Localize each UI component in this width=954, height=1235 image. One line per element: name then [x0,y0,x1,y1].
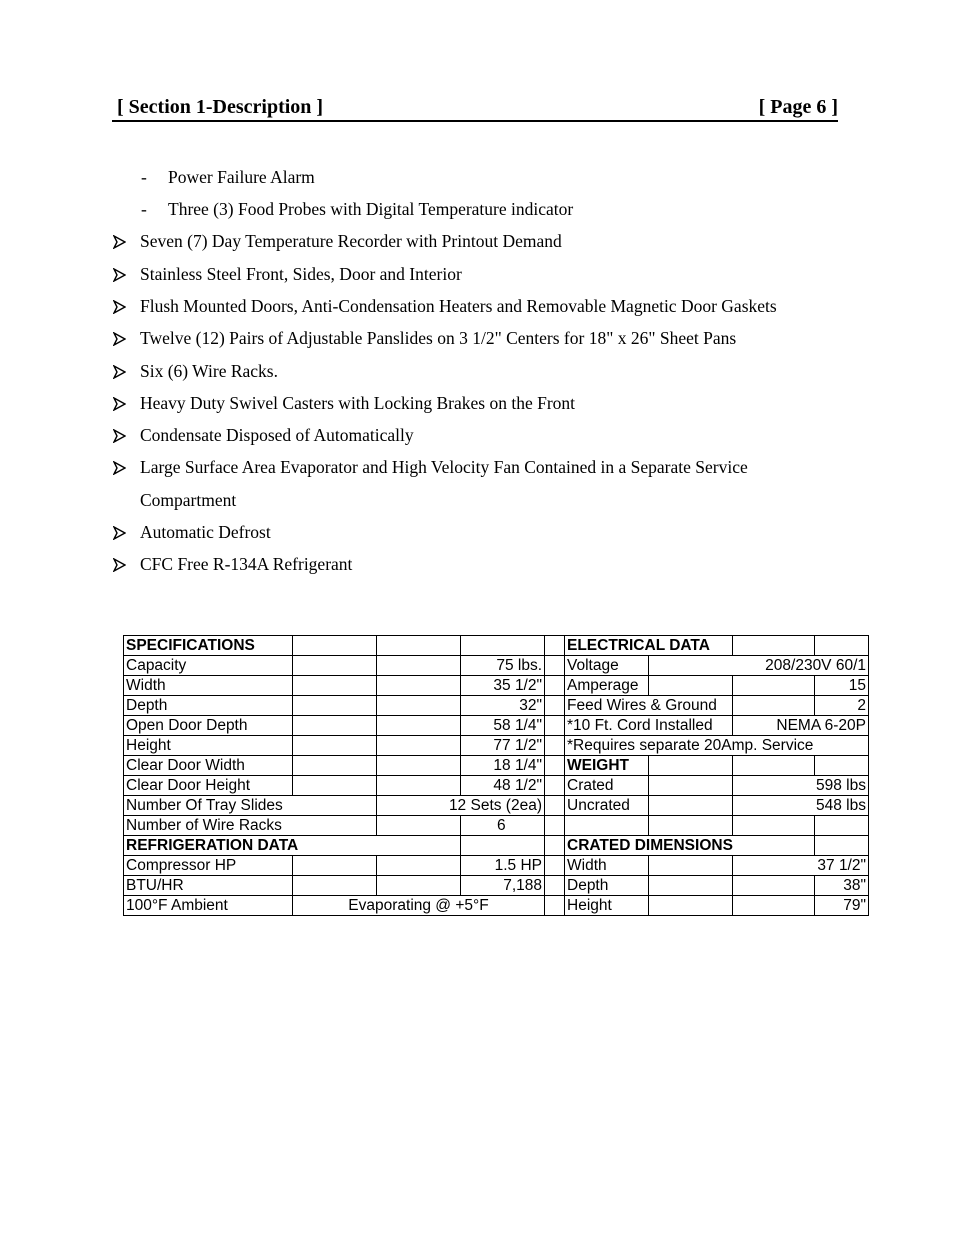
specifications-table [123,635,869,916]
table-row [124,636,869,656]
dash-marker: - [141,167,147,187]
table-row: BTU/HR 7,188 Depth 38" [124,876,869,896]
table-row: Depth 32" Feed Wires & Ground 2 [124,696,869,716]
dash-marker: - [141,199,147,219]
table-row: Width 35 1/2" Amperage 15 [124,676,869,696]
arrow-bullet-icon [113,397,126,411]
arrow-bullet-icon [113,526,126,540]
table-row: 100°F Ambient Evaporating @ +5°F Height 79" [124,896,869,916]
table-row: Clear Door Height 48 1/2" Crated 598 lbs [124,776,869,796]
table-row: Clear Door Width 18 1/4" WEIGHT [124,756,869,776]
arrow-bullet-icon [113,429,126,443]
table-row: Number of Wire Racks 6 [124,816,869,836]
table-row: Compressor HP 1.5 HP Width 37 1/2" [124,856,869,876]
specifications-heading: SPECIFICATIONS [124,636,293,656]
arrow-bullet-icon [113,558,126,572]
arrow-bullet-icon [113,235,126,249]
refrigeration-heading: REFRIGERATION DATA [124,836,461,856]
table-row: Capacity 75 lbs. Voltage 208/230V 60/1 [124,656,869,676]
arrow-bullet-icon [113,461,126,475]
table-row: Number Of Tray Slides 12 Sets (2ea) Uncrated 548 lbs [124,796,869,816]
crated-dimensions-heading: CRATED DIMENSIONS [565,836,815,856]
arrow-bullet-icon [113,268,126,282]
electrical-heading: ELECTRICAL DATA [565,636,733,656]
section-header [112,96,838,122]
table-row: Open Door Depth 58 1/4" *10 Ft. Cord Installed NEMA 6-20P [124,716,869,736]
arrow-bullet-icon [113,365,126,379]
table-row [124,836,869,856]
arrow-bullet-icon [113,332,126,346]
arrow-bullet-icon [113,300,126,314]
table-row: Height 77 1/2" *Requires separate 20Amp. Service [124,736,869,756]
page-number: [ Page 6 ] [758,96,838,118]
section-title: [ Section 1-Description ] [117,96,324,118]
